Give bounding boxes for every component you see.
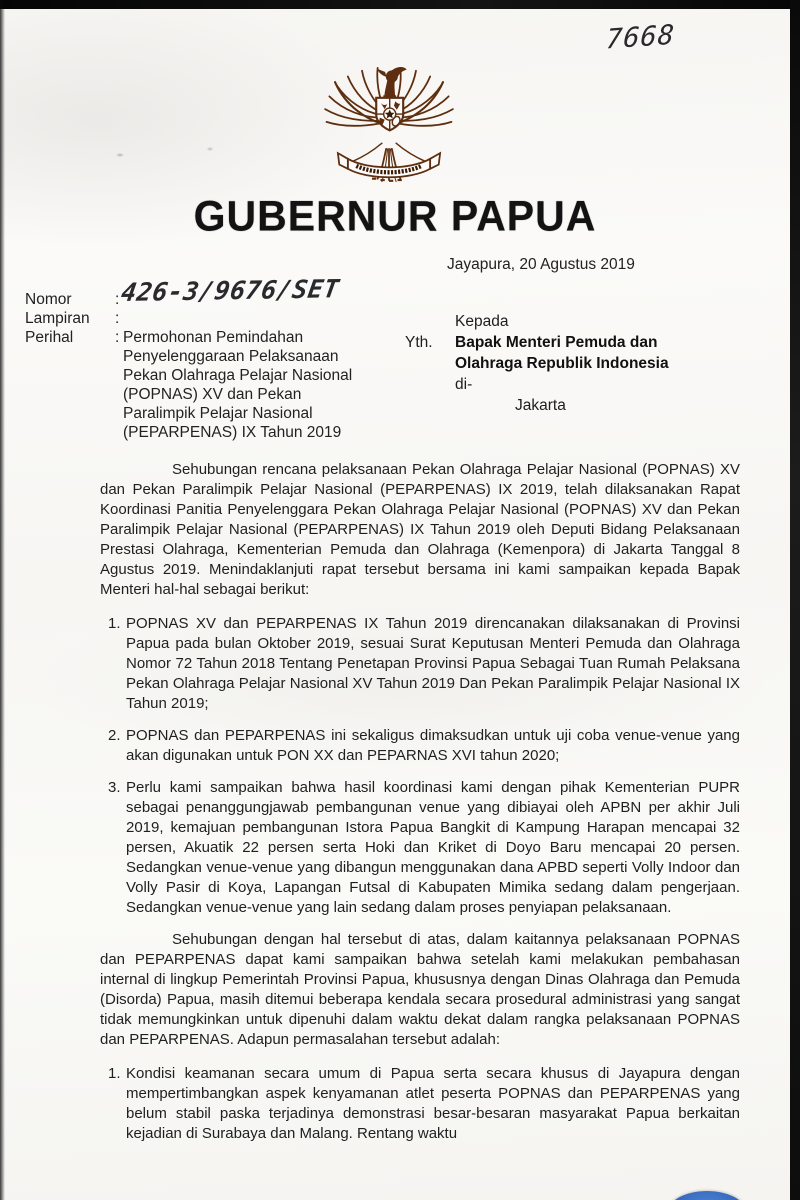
list-item-text: Perlu kami sampaikan bahwa hasil koordinasi kami dengan pihak Kementerian PUPR sebagai penanggungjawab pembangunan venue yang dibiayai oleh APBN per akhir Juli 2019, kemajuan pembangunan Istora Papua Bangkit di Kampung Harapan mencapai 32 persen, Akuatik 22 persen serta Hoki dan Kriket di Doyo Baru mencapai 20 persen. Sedangkan venue-venue yang dibangun menggunakan dana APBD seperti Volly Indoor dan Volly Pasir di Koya, Lapangan Futsal di Kabupaten Mimika sedang dalam pengerjaan. Sedangkan venue-venue yang lain sedang dalam proses penyiapan pelaksanaan. (126, 779, 740, 916)
destination-city: Jakarta (515, 397, 566, 414)
meta-row-lampiran (25, 309, 367, 328)
list-item-number: 2. (108, 727, 121, 744)
letter-body (100, 460, 740, 1156)
opening-paragraph: Sehubungan rencana pelaksanaan Pekan Olahraga Pelajar Nasional (POPNAS) XV dan Pekan Paralimpik Pelajar Nasional (PEPARPENAS) IX 2019, telah dilaksanakan Rapat Koordinasi Panitia Penyelenggara Pekan Olahraga Pelajar Nasional (POPNAS) XV dan Pekan Paralimpik Pelajar Nasional (PEPARPENAS) IX Tahun 2019 oleh Deputi Bidang Pelaksanaan Prestasi Olahraga, Kementerian Pemuda dan Olahraga (Kemenpora) di Jakarta Tanggal 8 Agustus 2019. Menindaklanjuti rapat tersebut bersama ini kami sampaikan kepada Bapak Menteri hal-hal sebagai berikut: (100, 461, 740, 598)
perihal-value: Permohonan Pemindahan Penyelenggaraan Pelaksanaan Pekan Olahraga Pelajar Nasional (POPNAS) XV dan Pekan Paralimpik Pelajar Nasional (PEPARPENAS) IX Tahun 2019 (123, 329, 353, 441)
second-paragraph: Sehubungan dengan hal tersebut di atas, dalam kaitannya pelaksanaan POPNAS dan PEPARPENAS dapat kami sampaikan bahwa setelah kami melakukan pembahasan internal di lingkup Pemerintah Provinsi Papua, khususnya dengan Dinas Olahraga dan Pemuda (Disorda) Papua, masih ditemui beberapa kendala secara prosedural administrasi yang sangat tidak memungkinkan untuk dipenuhi dalam waktu dekat dalam rangka pelaksanaan POPNAS dan PEPARPENAS. Adapun permasalahan tersebut adalah: (100, 931, 740, 1048)
letter-meta-block (25, 274, 367, 442)
meta-row-nomor (25, 274, 367, 309)
perihal-label: Perihal (25, 329, 74, 346)
floating-overlay-button[interactable] (668, 1191, 746, 1200)
nomor-value-handwritten: 426-3/9676/SET (119, 274, 342, 308)
scan-border-top (0, 0, 800, 9)
di-label: di- (455, 376, 473, 393)
recipient-block (405, 311, 693, 416)
list-item-2 (100, 726, 740, 766)
list-item-number: 3. (108, 779, 121, 796)
letterhead-title: GUBERNUR PAPUA (193, 192, 597, 240)
list-item-3 (100, 778, 740, 918)
garuda-pancasila-emblem (318, 58, 460, 200)
scan-border-left (0, 0, 5, 1200)
list-item-1 (100, 614, 740, 714)
list-item-text: Kondisi keamanan secara umum di Papua serta secara khusus di Jayapura dengan mempertimbangkan aspek kenyamanan atlet peserta POPNAS dan PEPARPENAS yang belum stabil paska terjadinya demonstrasi besar-besaran masyarakat Papua berkaitan kejadian di Surabaya dan Malang. Rentang waktu (126, 1065, 740, 1142)
handwritten-ref-number: 7668 (604, 19, 677, 56)
issues-list-item-1 (100, 1064, 740, 1144)
list-item-number: 1. (108, 615, 121, 632)
meta-row-perihal (25, 328, 367, 442)
kepada-label: Kepada (455, 313, 509, 330)
scan-smudge (90, 140, 240, 170)
nomor-colon: : (115, 291, 120, 308)
addressee-name: Bapak Menteri Pemuda dan Olahraga Republik Indonesia (455, 334, 669, 372)
lampiran-label: Lampiran (25, 310, 90, 327)
date-line: Jayapura, 20 Agustus 2019 (447, 256, 635, 273)
yth-label: Yth. (405, 334, 433, 351)
nomor-label: Nomor (25, 291, 72, 308)
scan-border-right (790, 0, 800, 1200)
perihal-colon: : (115, 329, 120, 346)
list-item-number: 1. (108, 1065, 121, 1082)
list-item-text: POPNAS XV dan PEPARPENAS IX Tahun 2019 direncanakan dilaksanakan di Provinsi Papua pada bulan Oktober 2019, sesuai Surat Keputusan Menteri Pemuda dan Olahraga Nomor 72 Tahun 2018 Tentang Penetapan Provinsi Papua Sebagai Tuan Rumah Pelaksana Pekan Olahraga Pelajar Nasional XV Tahun 2019 Dan Pekan Paralimpik Pelajar Nasional IX Tahun 2019; (126, 615, 740, 712)
list-item-text: POPNAS dan PEPARPENAS ini sekaligus dimaksudkan untuk uji coba venue-venue yang akan digunakan untuk PON XX dan PEPARNAS XVI tahun 2020; (126, 727, 740, 764)
lampiran-colon: : (115, 310, 120, 327)
